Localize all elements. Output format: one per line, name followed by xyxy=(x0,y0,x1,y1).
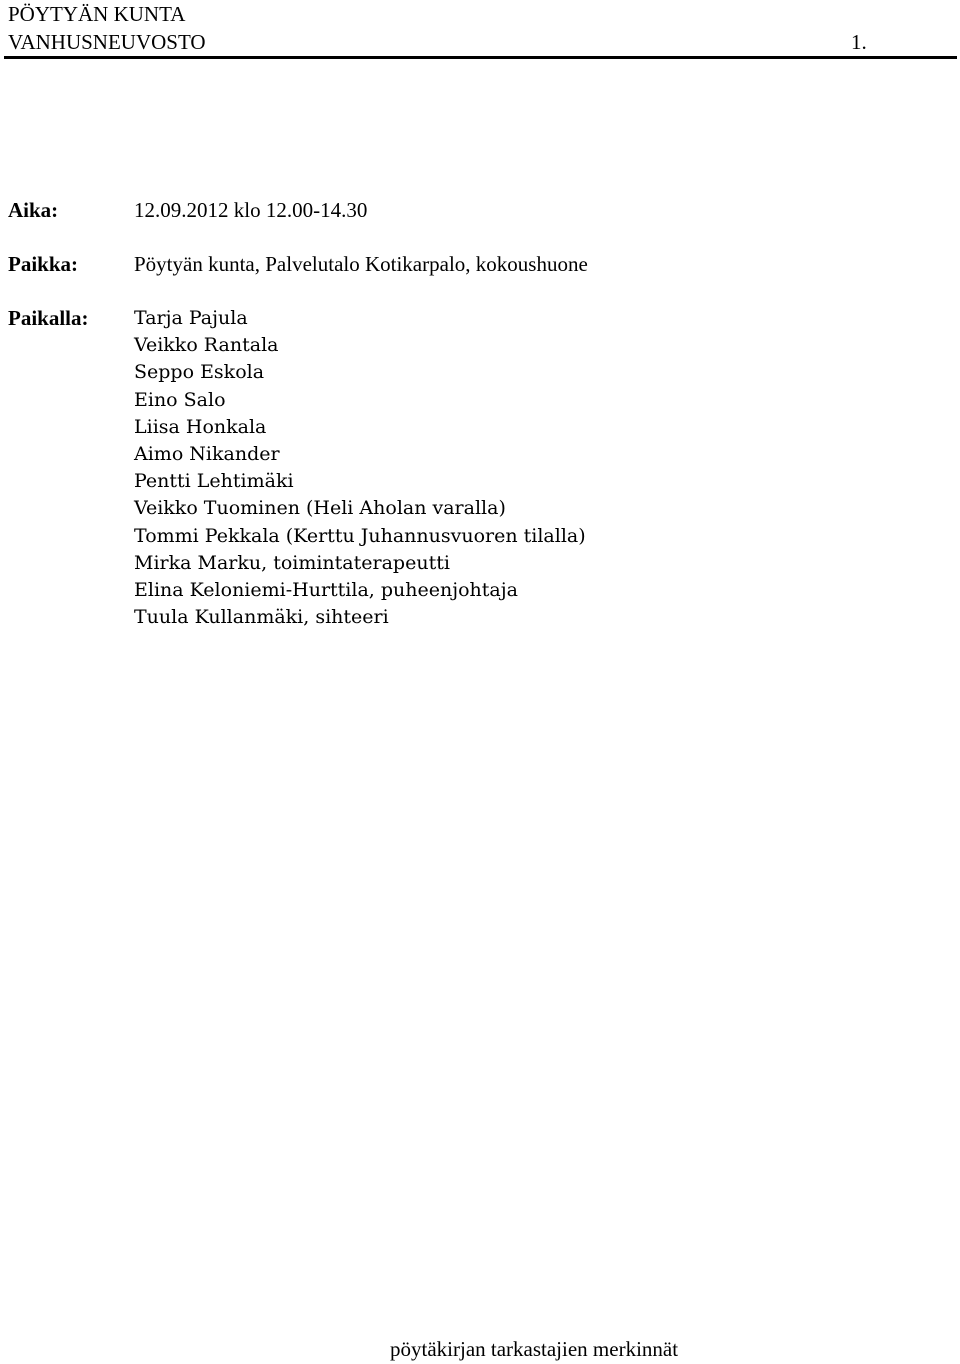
organization-name: PÖYTYÄN KUNTA xyxy=(8,2,186,26)
place-value: Pöytyän kunta, Palvelutalo Kotikarpalo, kokoushuone xyxy=(134,252,588,276)
present-label: Paikalla: xyxy=(8,306,89,330)
page-number: 1. xyxy=(851,30,867,54)
signature-notes-label: pöytäkirjan tarkastajien merkinnät xyxy=(390,1337,679,1361)
attendee-item: Pentti Lehtimäki xyxy=(134,470,294,493)
attendee-item: Mirka Marku, toimintaterapeutti xyxy=(134,551,450,574)
attendee-item: Liisa Honkala xyxy=(134,415,267,438)
attendee-item: Aimo Nikander xyxy=(134,442,280,465)
council-name: VANHUSNEUVOSTO xyxy=(8,30,206,54)
attendee-item: Veikko Tuominen (Heli Aholan varalla) xyxy=(134,497,506,520)
time-value: 12.09.2012 klo 12.00-14.30 xyxy=(134,198,368,222)
attendee-item: Tarja Pajula xyxy=(134,307,248,329)
header-divider xyxy=(4,56,957,59)
time-label: Aika: xyxy=(8,198,59,222)
attendee-item: Tuula Kullanmäki, sihteeri xyxy=(134,606,389,629)
attendee-item: Eino Salo xyxy=(134,388,226,411)
attendee-item: Elina Keloniemi-Hurttila, puheenjohtaja xyxy=(134,578,518,601)
attendee-item: Seppo Eskola xyxy=(134,361,265,384)
attendee-item: Tommi Pekkala (Kerttu Juhannusvuoren tilalla) xyxy=(134,524,586,547)
place-label: Paikka: xyxy=(8,252,79,276)
attendee-item: Veikko Rantala xyxy=(134,334,279,357)
attendee-list xyxy=(134,305,586,631)
